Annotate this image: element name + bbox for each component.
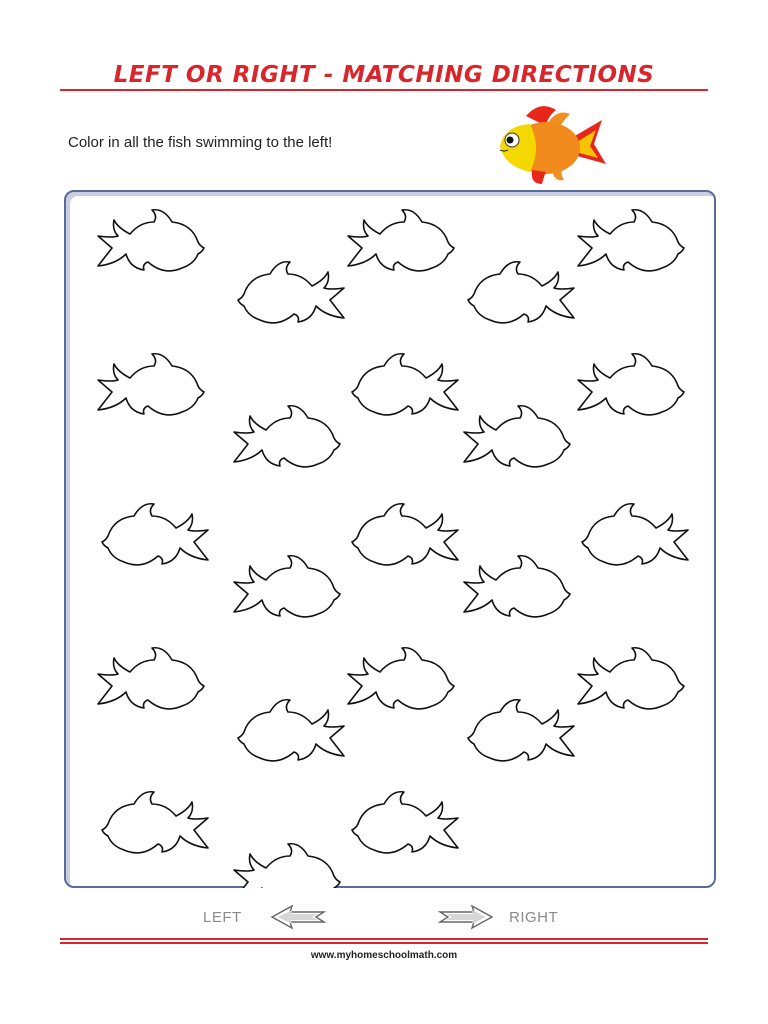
fish-right-3-4[interactable] bbox=[578, 648, 684, 709]
fish-left-3-3[interactable] bbox=[468, 700, 574, 761]
fish-right-1-1[interactable] bbox=[234, 406, 340, 467]
fish-grid bbox=[64, 190, 716, 888]
legend-left-label: LEFT bbox=[203, 909, 242, 926]
fish-left-4-2[interactable] bbox=[352, 792, 458, 853]
fish-right-0-4[interactable] bbox=[578, 210, 684, 271]
footer-url: www.myhomeschoolmath.com bbox=[310, 950, 458, 961]
fish-right-3-2[interactable] bbox=[348, 648, 454, 709]
fish-right-1-4[interactable] bbox=[578, 354, 684, 415]
fish-left-2-0[interactable] bbox=[102, 504, 208, 565]
fish-right-2-3[interactable] bbox=[464, 556, 570, 617]
fish-right-1-0[interactable] bbox=[98, 354, 204, 415]
title-underline bbox=[60, 89, 708, 93]
instruction-text: Color in all the fish swimming to the left! bbox=[68, 134, 333, 151]
fish-right-4-1[interactable] bbox=[234, 844, 340, 888]
left-arrow-icon bbox=[268, 904, 328, 930]
fish-left-1-2[interactable] bbox=[352, 354, 458, 415]
bottom-divider bbox=[60, 938, 708, 944]
right-arrow-icon bbox=[436, 904, 496, 930]
fish-left-0-3[interactable] bbox=[468, 262, 574, 323]
fish-right-2-1[interactable] bbox=[234, 556, 340, 617]
fish-right-1-3[interactable] bbox=[464, 406, 570, 467]
fish-right-3-0[interactable] bbox=[98, 648, 204, 709]
fish-left-2-4[interactable] bbox=[582, 504, 688, 565]
fish-left-4-0[interactable] bbox=[102, 792, 208, 853]
fish-left-0-1[interactable] bbox=[238, 262, 344, 323]
fish-right-0-0[interactable] bbox=[98, 210, 204, 271]
legend-right-label: RIGHT bbox=[509, 909, 559, 926]
direction-legend bbox=[0, 902, 768, 932]
fish-right-0-2[interactable] bbox=[348, 210, 454, 271]
page-title: LEFT OR RIGHT - MATCHING DIRECTIONS bbox=[113, 62, 655, 88]
title-banner bbox=[60, 62, 708, 98]
goldfish-icon bbox=[490, 100, 610, 188]
fish-left-2-2[interactable] bbox=[352, 504, 458, 565]
fish-left-3-1[interactable] bbox=[238, 700, 344, 761]
